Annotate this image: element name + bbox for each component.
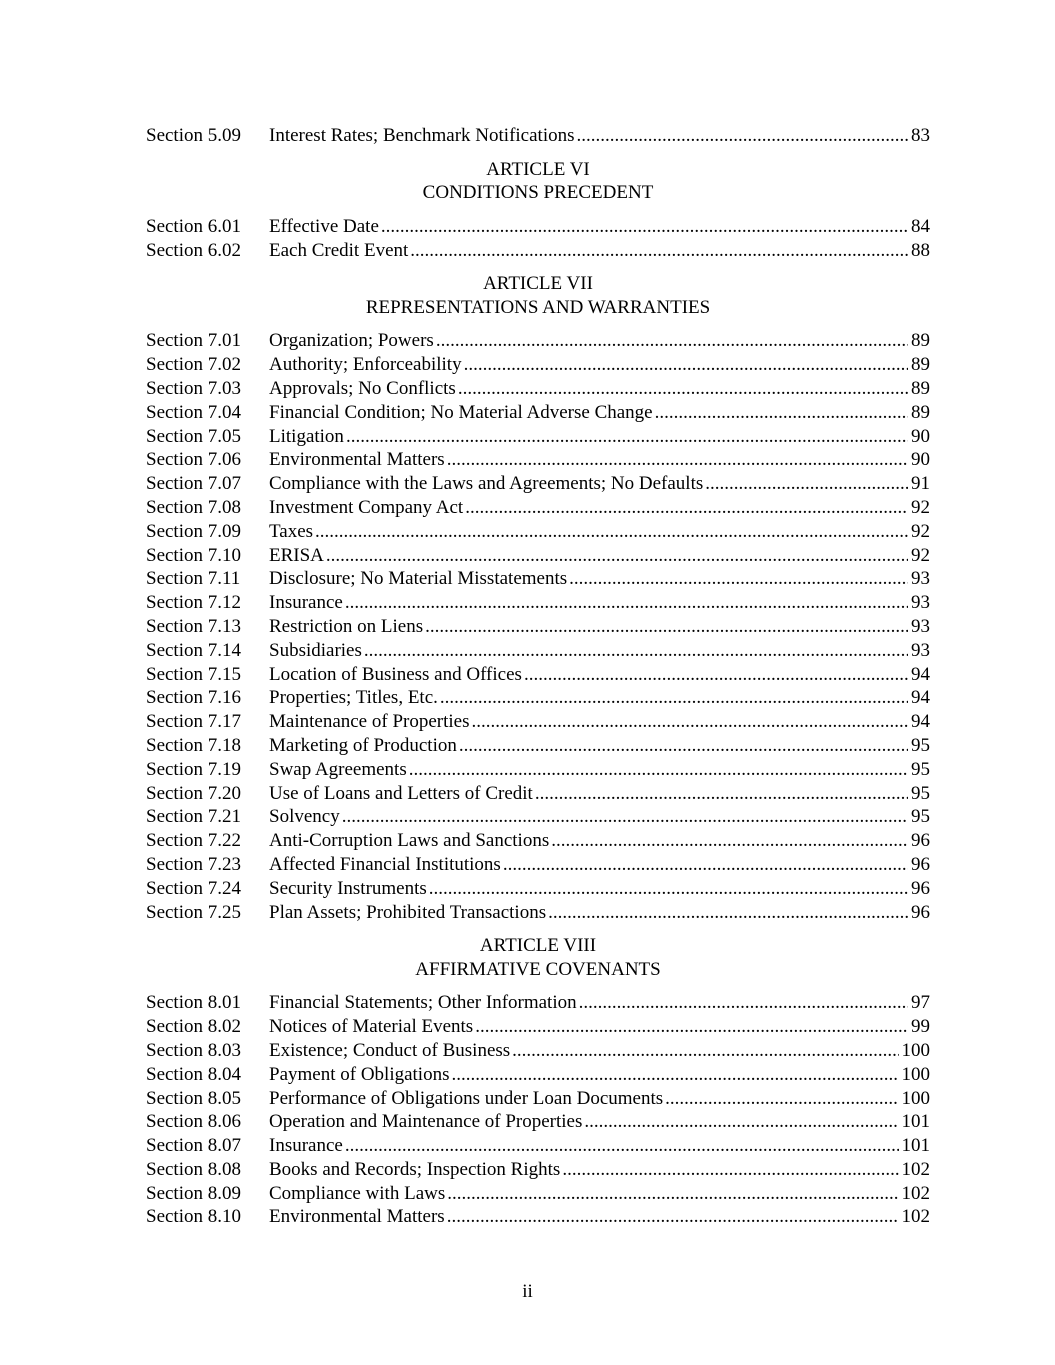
toc-entry[interactable] xyxy=(146,496,930,520)
section-number: Section 7.01 xyxy=(146,330,241,352)
section-number: Section 7.02 xyxy=(146,354,241,376)
section-number: Section 8.10 xyxy=(146,1206,241,1228)
page-ref: 93 xyxy=(911,615,930,637)
toc-entry[interactable] xyxy=(146,520,930,544)
page-ref: 90 xyxy=(911,425,930,447)
entry-title-wrap xyxy=(269,1087,899,1111)
dot-leader xyxy=(440,686,908,710)
dot-leader xyxy=(465,496,908,520)
toc-entry[interactable] xyxy=(146,710,930,734)
toc-entry[interactable] xyxy=(146,448,930,472)
dot-leader xyxy=(535,782,908,806)
section-title: Environmental Matters xyxy=(269,449,445,471)
entry-title-wrap xyxy=(269,853,908,877)
entry-title-wrap xyxy=(269,829,908,853)
section-title: Books and Records; Inspection Rights xyxy=(269,1158,561,1180)
section-number: Section 8.08 xyxy=(146,1158,241,1180)
toc-entry[interactable] xyxy=(146,1182,930,1206)
section-title: Performance of Obligations under Loan Documents xyxy=(269,1087,664,1109)
dot-leader xyxy=(512,1039,898,1063)
dot-leader xyxy=(447,448,908,472)
dot-leader xyxy=(579,991,908,1015)
entry-title-wrap xyxy=(269,567,908,591)
dot-leader xyxy=(569,567,908,591)
section-title: Anti-Corruption Laws and Sanctions xyxy=(269,830,550,852)
section-number: Section 8.07 xyxy=(146,1135,241,1157)
dot-leader xyxy=(326,544,908,568)
page-ref: 89 xyxy=(911,354,930,376)
page-ref: 84 xyxy=(911,215,930,237)
toc-entry[interactable] xyxy=(146,758,930,782)
section-number: Section 7.12 xyxy=(146,592,241,614)
article-number: ARTICLE VII xyxy=(483,273,593,295)
entry-title-wrap xyxy=(269,663,908,687)
entry-title-wrap xyxy=(269,329,908,353)
section-number: Section 7.11 xyxy=(146,568,241,590)
page-ref: 95 xyxy=(911,758,930,780)
section-title: Location of Business and Offices xyxy=(269,663,522,685)
section-number: Section 8.01 xyxy=(146,992,241,1014)
page-ref: 89 xyxy=(911,330,930,352)
section-number: Section 7.20 xyxy=(146,782,241,804)
section-title: Effective Date xyxy=(269,215,379,237)
section-title: Interest Rates; Benchmark Notifications xyxy=(269,125,575,146)
toc-entry[interactable] xyxy=(146,353,930,377)
page-ref: 100 xyxy=(901,1087,930,1109)
toc-entry[interactable] xyxy=(146,639,930,663)
dot-leader xyxy=(551,829,908,853)
page-ref: 93 xyxy=(911,592,930,614)
section-title: Environmental Matters xyxy=(269,1206,445,1228)
page-ref: 101 xyxy=(901,1111,930,1133)
page-ref: 97 xyxy=(911,992,930,1014)
toc-entry[interactable] xyxy=(146,215,930,239)
dot-leader xyxy=(345,1134,899,1158)
dot-leader xyxy=(436,329,908,353)
page-number: ii xyxy=(522,1281,533,1302)
entry-title-wrap xyxy=(269,353,908,377)
toc-entry[interactable] xyxy=(146,124,930,148)
toc-entry[interactable] xyxy=(146,1087,930,1111)
section-title: Properties; Titles, Etc. xyxy=(269,687,438,709)
section-title: Marketing of Production xyxy=(269,734,457,756)
entry-title-wrap xyxy=(269,425,908,449)
entry-title-wrap xyxy=(269,239,908,263)
section-number: Section 7.09 xyxy=(146,520,241,542)
page-ref: 91 xyxy=(911,473,930,495)
dot-leader xyxy=(459,734,908,758)
dot-leader xyxy=(475,1015,908,1039)
section-title: Financial Statements; Other Information xyxy=(269,992,577,1014)
entry-title-wrap xyxy=(269,1039,899,1063)
section-number: Section 7.03 xyxy=(146,377,241,399)
page-ref: 100 xyxy=(901,1039,930,1061)
section-number: Section 7.16 xyxy=(146,687,241,709)
toc-entry[interactable] xyxy=(146,991,930,1015)
page-ref: 100 xyxy=(901,1063,930,1085)
entry-title-wrap xyxy=(269,401,908,425)
section-number: Section 7.17 xyxy=(146,711,241,733)
section-number: Section 7.13 xyxy=(146,615,241,637)
section-title: Notices of Material Events xyxy=(269,1016,474,1038)
section-title: Authority; Enforceability xyxy=(269,354,462,376)
article-title: REPRESENTATIONS AND WARRANTIES xyxy=(365,296,711,318)
section-title: Insurance xyxy=(269,592,343,614)
entry-title-wrap xyxy=(269,520,908,544)
page-ref: 88 xyxy=(911,239,930,261)
section-title: Plan Assets; Prohibited Transactions xyxy=(269,901,547,923)
page-ref: 83 xyxy=(911,125,930,146)
dot-leader xyxy=(464,353,908,377)
section-number: Section 8.06 xyxy=(146,1111,241,1133)
dot-leader xyxy=(562,1158,898,1182)
dot-leader xyxy=(705,472,908,496)
toc-entry[interactable] xyxy=(146,615,930,639)
toc-entry[interactable] xyxy=(146,544,930,568)
page-ref: 89 xyxy=(911,377,930,399)
section-title: Solvency xyxy=(269,806,340,828)
toc-entry[interactable] xyxy=(146,663,930,687)
article-title: CONDITIONS PRECEDENT xyxy=(422,182,654,204)
section-title: Disclosure; No Material Misstatements xyxy=(269,568,568,590)
toc-entry[interactable] xyxy=(146,239,930,263)
section-number: Section 7.23 xyxy=(146,853,241,875)
section-number: Section 7.06 xyxy=(146,449,241,471)
page-ref: 94 xyxy=(911,663,930,685)
toc-entry[interactable] xyxy=(146,805,930,829)
entry-title-wrap xyxy=(269,448,908,472)
page-ref: 94 xyxy=(911,687,930,709)
section-title: Litigation xyxy=(269,425,344,447)
entry-title-wrap xyxy=(269,1015,908,1039)
section-title: Insurance xyxy=(269,1135,343,1157)
toc-entry[interactable] xyxy=(146,877,930,901)
section-number: Section 7.19 xyxy=(146,758,241,780)
section-number: Section 7.18 xyxy=(146,734,241,756)
page-ref: 92 xyxy=(911,496,930,518)
article-heading xyxy=(146,158,930,205)
entry-title-wrap xyxy=(269,991,908,1015)
section-number: Section 8.05 xyxy=(146,1087,241,1109)
toc-entry[interactable] xyxy=(146,1205,930,1229)
section-title: Maintenance of Properties xyxy=(269,711,470,733)
toc-entry[interactable] xyxy=(146,686,930,710)
entry-title-wrap xyxy=(269,805,908,829)
entry-title-wrap xyxy=(269,710,908,734)
section-title: Swap Agreements xyxy=(269,758,407,780)
page-ref: 95 xyxy=(911,806,930,828)
entry-title-wrap xyxy=(269,544,908,568)
toc-entry[interactable] xyxy=(146,1039,930,1063)
dot-leader xyxy=(584,1110,898,1134)
page-ref: 96 xyxy=(911,877,930,899)
page-ref: 99 xyxy=(911,1016,930,1038)
page-ref: 102 xyxy=(901,1206,930,1228)
toc-entry[interactable] xyxy=(146,425,930,449)
entry-title-wrap xyxy=(269,591,908,615)
dot-leader xyxy=(451,1063,898,1087)
toc-entry[interactable] xyxy=(146,829,930,853)
toc-entry[interactable] xyxy=(146,734,930,758)
toc-entry[interactable] xyxy=(146,1015,930,1039)
entry-title-wrap xyxy=(269,639,908,663)
section-number: Section 7.22 xyxy=(146,830,241,852)
section-title: Investment Company Act xyxy=(269,496,464,518)
page-ref: 96 xyxy=(911,853,930,875)
article-number: ARTICLE VIII xyxy=(479,935,597,957)
section-number: Section 8.03 xyxy=(146,1039,241,1061)
section-number: Section 7.04 xyxy=(146,401,241,423)
section-number: Section 7.05 xyxy=(146,425,241,447)
section-number: Section 8.04 xyxy=(146,1063,241,1085)
entry-title-wrap xyxy=(269,377,908,401)
entry-title-wrap xyxy=(269,215,908,239)
section-number: Section 7.15 xyxy=(146,663,241,685)
section-title: Each Credit Event xyxy=(269,239,409,261)
section-number: Section 8.09 xyxy=(146,1182,241,1204)
article-heading xyxy=(146,272,930,319)
entry-title-wrap xyxy=(269,1182,899,1206)
dot-leader xyxy=(665,1087,898,1111)
dot-leader xyxy=(342,805,908,829)
section-title: Affected Financial Institutions xyxy=(269,853,501,875)
section-number: Section 7.25 xyxy=(146,901,241,923)
page-ref: 95 xyxy=(911,782,930,804)
section-number: Section 5.09 xyxy=(146,125,241,146)
entry-title-wrap xyxy=(269,615,908,639)
section-title: Security Instruments xyxy=(269,877,427,899)
section-title: Payment of Obligations xyxy=(269,1063,450,1085)
article-number: ARTICLE VI xyxy=(486,158,590,180)
dot-leader xyxy=(345,591,908,615)
article-heading xyxy=(146,934,930,981)
section-title: Subsidiaries xyxy=(269,639,362,661)
section-number: Section 7.14 xyxy=(146,639,241,661)
toc-entry[interactable] xyxy=(146,1134,930,1158)
dot-leader xyxy=(503,853,908,877)
dot-leader xyxy=(346,425,908,449)
page-ref: 102 xyxy=(901,1182,930,1204)
page-ref: 93 xyxy=(911,568,930,590)
page-ref: 94 xyxy=(911,711,930,733)
dot-leader xyxy=(447,1205,899,1229)
page-ref: 92 xyxy=(911,520,930,542)
dot-leader xyxy=(425,615,908,639)
page-ref: 101 xyxy=(901,1135,930,1157)
page-ref: 102 xyxy=(901,1158,930,1180)
section-title: ERISA xyxy=(269,544,324,566)
toc-entry[interactable] xyxy=(146,567,930,591)
section-title: Financial Condition; No Material Adverse Change xyxy=(269,401,653,423)
section-number: Section 7.08 xyxy=(146,496,241,518)
entry-title-wrap xyxy=(269,1134,899,1158)
section-number: Section 7.21 xyxy=(146,806,241,828)
entry-title-wrap xyxy=(269,1158,899,1182)
toc-entry[interactable] xyxy=(146,853,930,877)
dot-leader xyxy=(315,520,908,544)
section-title: Restriction on Liens xyxy=(269,615,424,637)
dot-leader xyxy=(524,663,908,687)
page-ref: 95 xyxy=(911,734,930,756)
entry-title-wrap xyxy=(269,734,908,758)
section-number: Section 7.10 xyxy=(146,544,241,566)
entry-title-wrap xyxy=(269,782,908,806)
entry-title-wrap xyxy=(269,472,908,496)
toc-entry[interactable] xyxy=(146,329,930,353)
toc-entry[interactable] xyxy=(146,472,930,496)
section-title: Compliance with Laws xyxy=(269,1182,446,1204)
entry-title-wrap xyxy=(269,496,908,520)
section-title: Use of Loans and Letters of Credit xyxy=(269,782,533,804)
entry-title-wrap xyxy=(269,1205,899,1229)
toc-entry[interactable] xyxy=(146,1063,930,1087)
section-number: Section 7.07 xyxy=(146,473,241,495)
toc-entry[interactable] xyxy=(146,401,930,425)
dot-leader xyxy=(381,215,908,239)
entry-title-wrap xyxy=(269,124,908,148)
dot-leader xyxy=(577,124,909,148)
entry-title-wrap xyxy=(269,1063,899,1087)
dot-leader xyxy=(410,239,908,263)
dot-leader xyxy=(548,901,908,925)
entry-title-wrap xyxy=(269,686,908,710)
toc-entry[interactable] xyxy=(146,1158,930,1182)
dot-leader xyxy=(655,401,908,425)
dot-leader xyxy=(364,639,908,663)
entry-title-wrap xyxy=(269,1110,899,1134)
dot-leader xyxy=(429,877,908,901)
toc-entry[interactable] xyxy=(146,901,930,925)
toc-entry[interactable] xyxy=(146,377,930,401)
section-title: Organization; Powers xyxy=(269,330,434,352)
page-ref: 93 xyxy=(911,639,930,661)
toc-entry[interactable] xyxy=(146,782,930,806)
article-title: AFFIRMATIVE COVENANTS xyxy=(415,958,661,980)
dot-leader xyxy=(471,710,908,734)
section-title: Compliance with the Laws and Agreements; No Defaults xyxy=(269,473,704,495)
toc-entry[interactable] xyxy=(146,591,930,615)
dot-leader xyxy=(458,377,908,401)
section-title: Existence; Conduct of Business xyxy=(269,1039,511,1061)
entry-title-wrap xyxy=(269,758,908,782)
section-title: Approvals; No Conflicts xyxy=(269,377,456,399)
section-number: Section 7.24 xyxy=(146,877,241,899)
page-ref: 92 xyxy=(911,544,930,566)
entry-title-wrap xyxy=(269,877,908,901)
section-number: Section 8.02 xyxy=(146,1016,241,1038)
page-ref: 90 xyxy=(911,449,930,471)
section-number: Section 6.02 xyxy=(146,239,241,261)
dot-leader xyxy=(447,1182,898,1206)
dot-leader xyxy=(409,758,908,782)
table-of-contents xyxy=(146,124,930,1229)
toc-entry[interactable] xyxy=(146,1110,930,1134)
page-ref: 96 xyxy=(911,830,930,852)
section-number: Section 6.01 xyxy=(146,215,241,237)
section-title: Taxes xyxy=(269,520,314,542)
section-title: Operation and Maintenance of Properties xyxy=(269,1111,583,1133)
page-ref: 96 xyxy=(911,901,930,923)
entry-title-wrap xyxy=(269,901,908,925)
page-ref: 89 xyxy=(911,401,930,423)
